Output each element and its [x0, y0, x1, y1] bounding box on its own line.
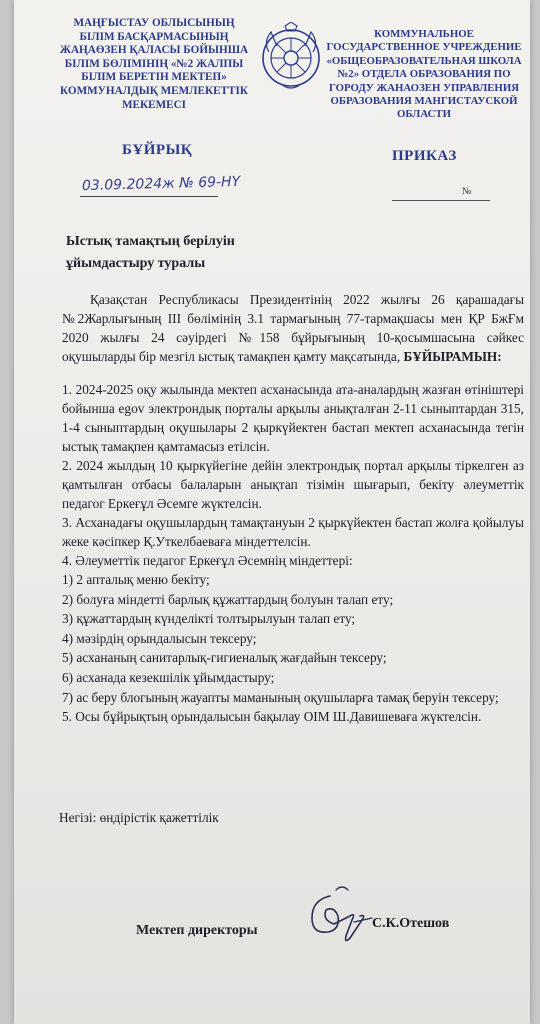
- paragraph-3: 3. Асханадағы оқушылардың тамақтануын 2 қыркүйектен бастап жолға қойылуы жеке кәсіпкер Қ.Уткелбаеваға міндеттелсін.: [62, 515, 524, 549]
- intro-paragraph: Қазақстан Республикасы Президентінің 2022 жылғы 26 қарашадағы №2Жарлығының ІІІ бөлімінің 3.1 тармағының 77-тармақшасы мен ҚР БжҒм 2020 жылғы 24 сәуірдегі №158 бұйрығының 10-қосымшасына сәйкес оқушыларды бір мезгіл ыстық тамақпен қамту мақсатында, БҰЙЫРАМЫН:: [62, 292, 524, 364]
- signature-icon: [300, 876, 380, 946]
- header-russian-institution: КОММУНАЛЬНОЕ ГОСУДАРСТВЕННОЕ УЧРЕЖДЕНИЕ «ОБЩЕОБРАЗОВАТЕЛЬНАЯ ШКОЛА №2» ОТДЕЛА ОБРАЗОВАНИЯ ПО ГОРОДУ ЖАНАОЗЕН УПРАВЛЕНИЯ ОБРАЗОВАНИЯ МАНГИСТАУСКОЙ ОБЛАСТИ: [326, 28, 522, 121]
- order-title-kazakh: БҰЙРЫҚ: [122, 142, 193, 158]
- list-item: 2) болуға міндетті барлық құжаттардың болуын талап ету;: [62, 591, 394, 607]
- document-page: [14, 0, 530, 1024]
- list-item: 7) ас беру блогының жауапты маманының оқушыларға тамақ беруін тексеру;: [62, 689, 499, 705]
- director-name: С.К.Отешов: [372, 916, 450, 931]
- list-item: 5. Осы бұйрықтың орындалысын бақылау ОІМ Ш.Давишеваға жүктелсін.: [62, 709, 482, 725]
- paragraph-4: 4. Әлеуметтік педагог Еркеғұл Әсемнің міндеттері:: [62, 553, 353, 568]
- list-item: 3) құжаттардың күнделікті толтырылуын талап ету;: [62, 611, 356, 627]
- list-item: 1) 2 апталық меню бекіту;: [62, 572, 210, 587]
- date-underline: [80, 196, 218, 197]
- number-underline: [392, 200, 490, 201]
- paragraph-2: 2. 2024 жылдың 10 қыркүйегіне дейін электрондық портал арқылы тіркелген аз қамтылған отбасы балаларын анықтап тізімін шығарып, бекіту әлеуметтік педагог Еркеғұл Әсемге жүктелсін.: [62, 458, 524, 511]
- basis-line: Негізі: өндірістік қажеттілік: [59, 810, 219, 825]
- list-item: 5) асхананың санитарлық-гигиеналық жағдайын тексеру;: [62, 650, 387, 666]
- order-title-russian: ПРИКАЗ: [392, 148, 457, 164]
- director-title: Мектеп директоры: [136, 923, 258, 938]
- number-mark: №: [462, 186, 472, 197]
- list-item: 6) асханада кезекшілік ұйымдастыру;: [62, 669, 275, 685]
- list-item: 4) мәзірдің орындалысын тексеру;: [62, 630, 257, 646]
- intro-bold: БҰЙЫРАМЫН:: [403, 349, 502, 364]
- paragraph-1: 1. 2024-2025 оқу жылында мектеп асханасында ата-аналардың жазған өтініштері бойынша egov электрондық порталы арқылы анықталған 2-11 сыныптардан 315, 1-4 сыныптардың оқушылары 2 қыркүйектен бастап мектеп асханасында тегін ыстық тамақпен қамтамасыз етілсін.: [62, 382, 524, 454]
- state-emblem-icon: [259, 22, 323, 94]
- order-body: [62, 290, 524, 727]
- header-kazakh-institution: МАҢҒЫСТАУ ОБЛЫСЫНЫҢ БІЛІМ БАСҚАРМАСЫНЫҢ ЖАҢАӨЗЕН ҚАЛАСЫ БОЙЫНША БІЛІМ БӨЛІМІНІҢ «№2 ЖАЛПЫ БІЛІМ БЕРЕТІН МЕКТЕП» КОММУНАЛДЫҚ МЕМЛЕКЕТТІК МЕКЕМЕСІ: [59, 17, 249, 111]
- order-subject: Ыстық тамақтың берілуін ұйымдастыру туралы: [66, 234, 235, 271]
- handwritten-date-number: 03.09.2024ж № 69-НҮ: [81, 173, 241, 195]
